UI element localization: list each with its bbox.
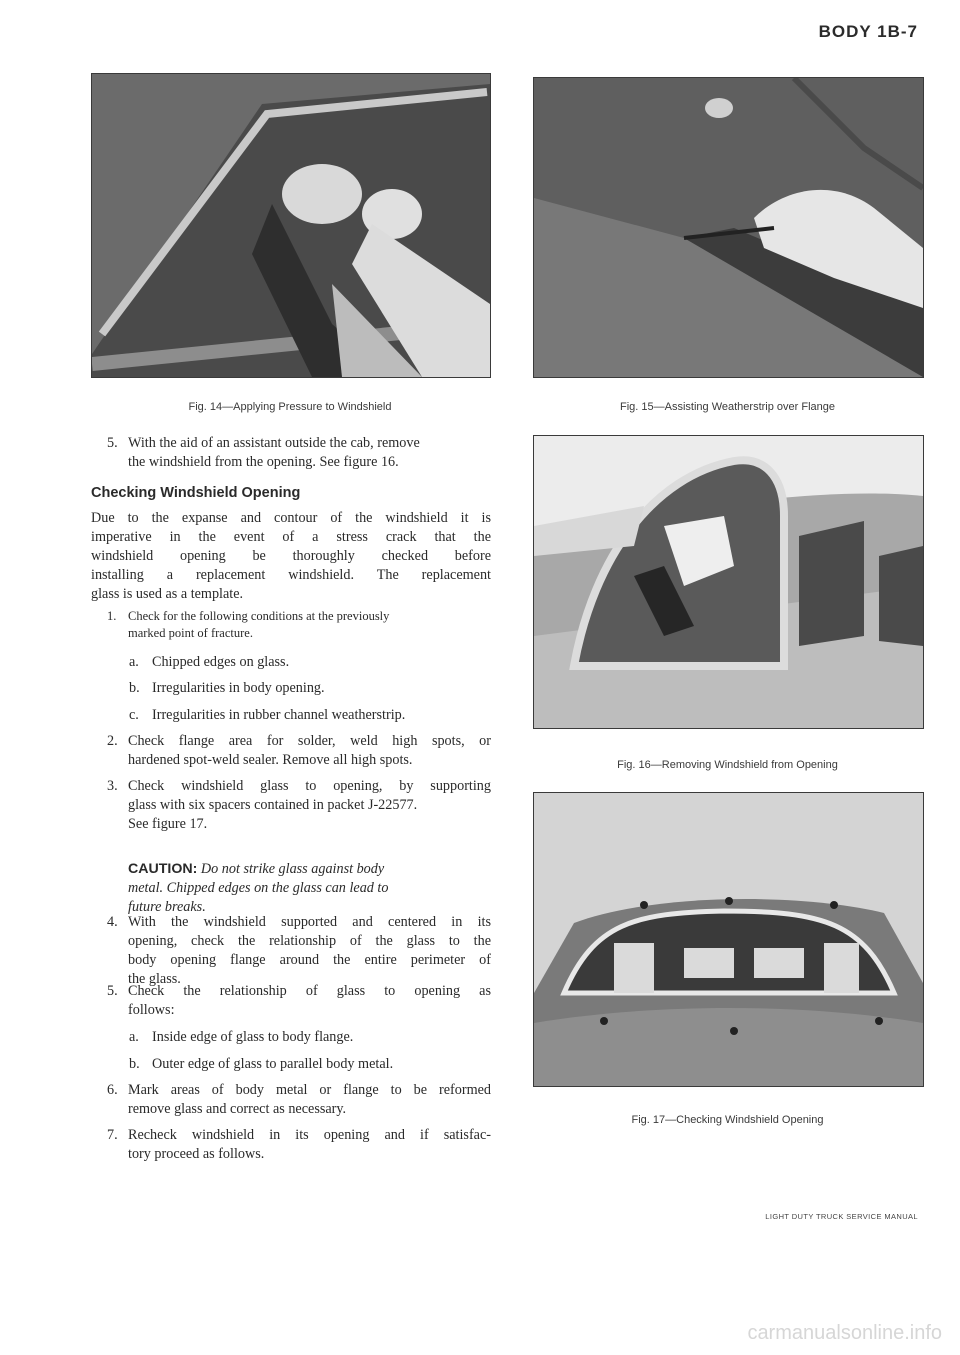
step-number: 2. bbox=[107, 733, 118, 749]
step-number: 3. bbox=[107, 778, 118, 794]
figure-17-photo bbox=[533, 792, 924, 1087]
sub-letter: b. bbox=[129, 680, 140, 696]
step-text-line: Mark areas of body metal or flange to be reformed bbox=[128, 1082, 491, 1098]
section-heading: Checking Windshield Opening bbox=[91, 485, 301, 501]
sub-text: Irregularities in body opening. bbox=[152, 680, 325, 696]
weatherstrip-flange-illustration bbox=[534, 78, 923, 377]
step-text-line: hardened spot-weld sealer. Remove all high spots. bbox=[128, 752, 413, 768]
step-text-line: Check flange area for solder, weld high spots, or bbox=[128, 733, 491, 749]
watermark: carmanualsonline.info bbox=[747, 1322, 942, 1344]
step-number: 1. bbox=[107, 609, 117, 623]
intro-line: installing a replacement windshield. The replacement bbox=[91, 567, 491, 583]
figure-15-photo bbox=[533, 77, 924, 378]
checking-windshield-opening-illustration bbox=[534, 793, 923, 1086]
figure-14-photo bbox=[91, 73, 491, 378]
figure-15-caption: Fig. 15—Assisting Weatherstrip over Flange bbox=[620, 401, 835, 413]
step-text-line: marked point of fracture. bbox=[128, 626, 253, 640]
removing-windshield-illustration bbox=[534, 436, 923, 728]
page-footer: LIGHT DUTY TRUCK SERVICE MANUAL bbox=[765, 1212, 918, 1221]
caution-text: future breaks. bbox=[128, 899, 206, 915]
step-number: 5. bbox=[107, 983, 118, 999]
step-text-line: See figure 17. bbox=[128, 816, 208, 832]
step-text-line: Recheck windshield in its opening and if satisfac- bbox=[128, 1127, 491, 1143]
step-5-remove bbox=[91, 434, 491, 474]
step-text-line: Check windshield glass to opening, by supporting bbox=[128, 778, 491, 794]
step-text-line: remove glass and correct as necessary. bbox=[128, 1101, 347, 1117]
sub-text: Irregularities in rubber channel weatherstrip. bbox=[152, 707, 406, 723]
step-number: 7. bbox=[107, 1127, 118, 1143]
step-number: 5. bbox=[107, 435, 118, 451]
figure-16-photo bbox=[533, 435, 924, 729]
step-text-line: tory proceed as follows. bbox=[128, 1146, 265, 1162]
sub-text: Inside edge of glass to body flange. bbox=[152, 1029, 354, 1045]
step-number: 4. bbox=[107, 914, 118, 930]
caution-text: metal. Chipped edges on the glass can lead to bbox=[128, 880, 389, 896]
sub-letter: a. bbox=[129, 654, 139, 670]
intro-line: glass is used as a template. bbox=[91, 586, 244, 602]
intro-line: imperative in the event of a stress crack that the bbox=[91, 529, 491, 545]
sub-text: Outer edge of glass to parallel body metal. bbox=[152, 1056, 394, 1072]
figure-16-caption: Fig. 16—Removing Windshield from Opening bbox=[617, 759, 838, 771]
step-text-line: glass with six spacers contained in packet J-22577. bbox=[128, 797, 418, 813]
step-text-line: follows: bbox=[128, 1002, 175, 1018]
intro-line: windshield opening be thoroughly checked before bbox=[91, 548, 491, 564]
step-text-line: body opening flange around the entire perimeter of bbox=[128, 952, 491, 968]
figure-17-caption: Fig. 17—Checking Windshield Opening bbox=[631, 1114, 824, 1126]
caution-label: CAUTION: bbox=[128, 861, 198, 877]
step-text-line: the glass. bbox=[128, 971, 181, 987]
windshield-pressure-illustration bbox=[92, 74, 490, 377]
intro-line: Due to the expanse and contour of the windshield it is bbox=[91, 510, 491, 526]
step-text-line: Check for the following conditions at the previously bbox=[128, 609, 390, 623]
step-text-line: Check the relationship of glass to opening as bbox=[128, 983, 491, 999]
step-text-line: With the windshield supported and centered in its bbox=[128, 914, 491, 930]
sub-letter: b. bbox=[129, 1056, 140, 1072]
step-text-line: With the aid of an assistant outside the cab, remove bbox=[128, 435, 420, 451]
step-text-line: opening, check the relationship of the glass to the bbox=[128, 933, 491, 949]
caution-text: Do not strike glass against body bbox=[200, 861, 385, 877]
sub-text: Chipped edges on glass. bbox=[152, 654, 290, 670]
step-text-line: the windshield from the opening. See figure 16. bbox=[128, 454, 399, 470]
figure-14-caption: Fig. 14—Applying Pressure to Windshield bbox=[188, 401, 392, 413]
page-header: BODY 1B-7 bbox=[818, 22, 918, 41]
sub-letter: c. bbox=[129, 707, 139, 723]
step-number: 6. bbox=[107, 1082, 118, 1098]
sub-letter: a. bbox=[129, 1029, 139, 1045]
